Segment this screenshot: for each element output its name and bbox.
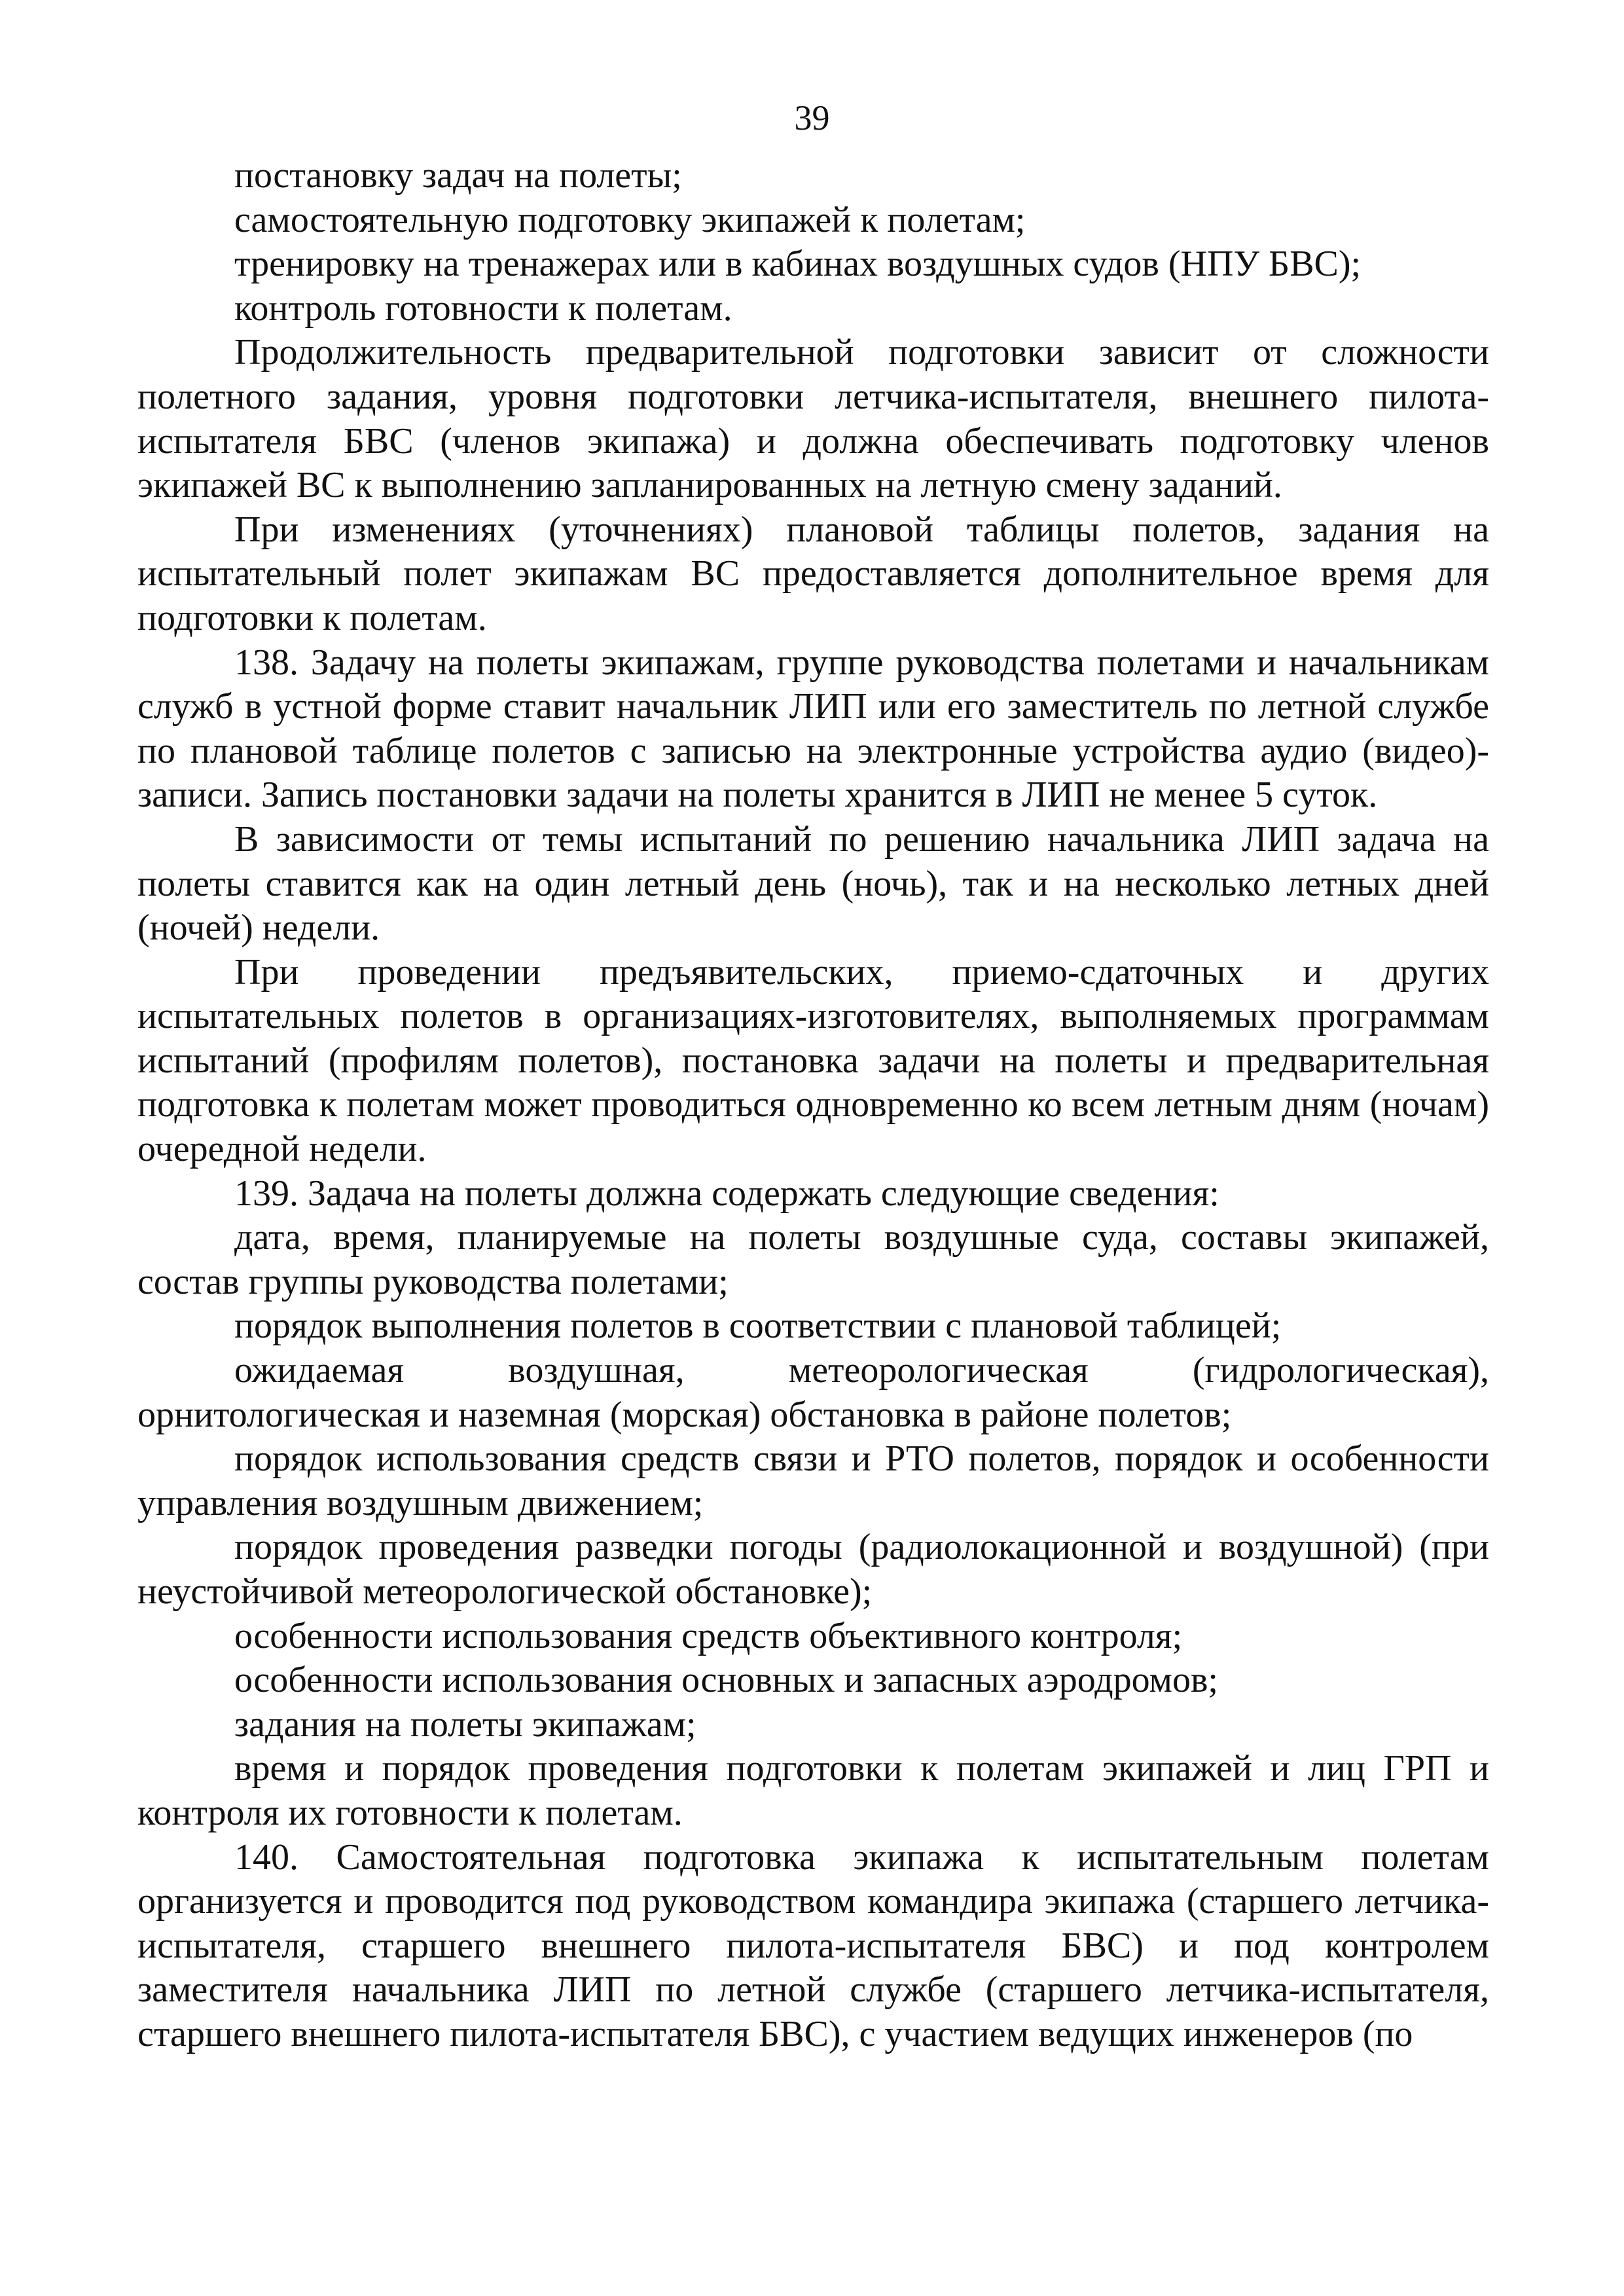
paragraph-test-topic: В зависимости от темы испытаний по решению начальника ЛИП задача на полеты ставится как на один летный день (ночь), так и на несколько летных дней (ночей) недели. <box>137 818 1489 949</box>
list-item-aerodromes: особенности использования основных и запасных аэродромов; <box>234 1660 1218 1701</box>
paragraph-plan-changes: При изменениях (уточнениях) плановой таблицы полетов, задания на испытательный полет экипажам ВС предоставляется дополнительное время для подготовки к полетам. <box>137 509 1489 638</box>
list-item-preparation-time: время и порядок проведения подготовки к полетам экипажей и лиц ГРП и контроля их готовности к полетам. <box>137 1748 1489 1833</box>
paragraph-simulator-training: тренировку на тренажерах или в кабинах воздушных судов (НПУ БВС); <box>234 244 1362 285</box>
list-item-flight-order: порядок выполнения полетов в соответствии с плановой таблицей; <box>234 1305 1282 1347</box>
paragraph-self-preparation: самостоятельную подготовку экипажей к полетам; <box>234 199 1026 240</box>
list-item-crew-tasks: задания на полеты экипажам; <box>234 1704 696 1745</box>
list-item-expected-situation: ожидаемая воздушная, метеорологическая (гидрологическая), орнитологическая и наземная (морская) обстановка в районе полетов; <box>137 1350 1489 1435</box>
paragraph-readiness-control: контроль готовности к полетам. <box>234 287 732 329</box>
list-item-objective-control: особенности использования средств объективного контроля; <box>234 1615 1183 1656</box>
list-item-date-time: дата, время, планируемые на полеты воздушные суда, составы экипажей, состав группы руководства полетами; <box>137 1217 1489 1302</box>
list-item-weather-reconnaissance: порядок проведения разведки погоды (радиолокационной и воздушной) (при неустойчивой метеорологической обстановке); <box>137 1527 1489 1612</box>
document-body <box>137 154 1489 2057</box>
paragraph-task-setting: постановку задач на полеты; <box>234 155 682 196</box>
paragraph-clause-138: 138. Задачу на полеты экипажам, группе руководства полетами и начальникам служб в устной форме ставит начальник ЛИП или его заместитель по летной службе по плановой таблице полетов с записью на электронные устройства аудио (видео)-записи. Запись постановки задачи на полеты хранится в ЛИП не менее 5 суток. <box>137 642 1489 816</box>
paragraph-clause-140: 140. Самостоятельная подготовка экипажа к испытательным полетам организуется и проводится под руководством командира экипажа (старшего летчика-испытателя, старшего внешнего пилота-испытателя БВС) и под контролем заместителя начальника ЛИП по летной службе (старшего летчика-испытателя, старшего внешнего пилота-испытателя БВС), с участием ведущих инженеров (по <box>137 1836 1489 2054</box>
list-item-communications: порядок использования средств связи и РТО полетов, порядок и особенности управления воздушным движением; <box>137 1438 1489 1523</box>
paragraph-acceptance-flights: При проведении предъявительских, приемо-сдаточных и других испытательных полетов в организациях-изготовителях, выполняемых программам испытаний (профилям полетов), постановка задачи на полеты и предварительная подготовка к полетам может проводиться одновременно ко всем летным дням (ночам) очередной недели. <box>137 951 1489 1170</box>
page-number: 39 <box>794 98 830 137</box>
paragraph-clause-139: 139. Задача на полеты должна содержать следующие сведения: <box>234 1173 1219 1214</box>
paragraph-preparation-duration: Продолжительность предварительной подготовки зависит от сложности полетного задания, уровня подготовки летчика-испытателя, внешнего пилота-испытателя БВС (членов экипажа) и должна обеспечивать подготовку членов экипажей ВС к выполнению запланированных на летную смену заданий. <box>137 332 1489 506</box>
